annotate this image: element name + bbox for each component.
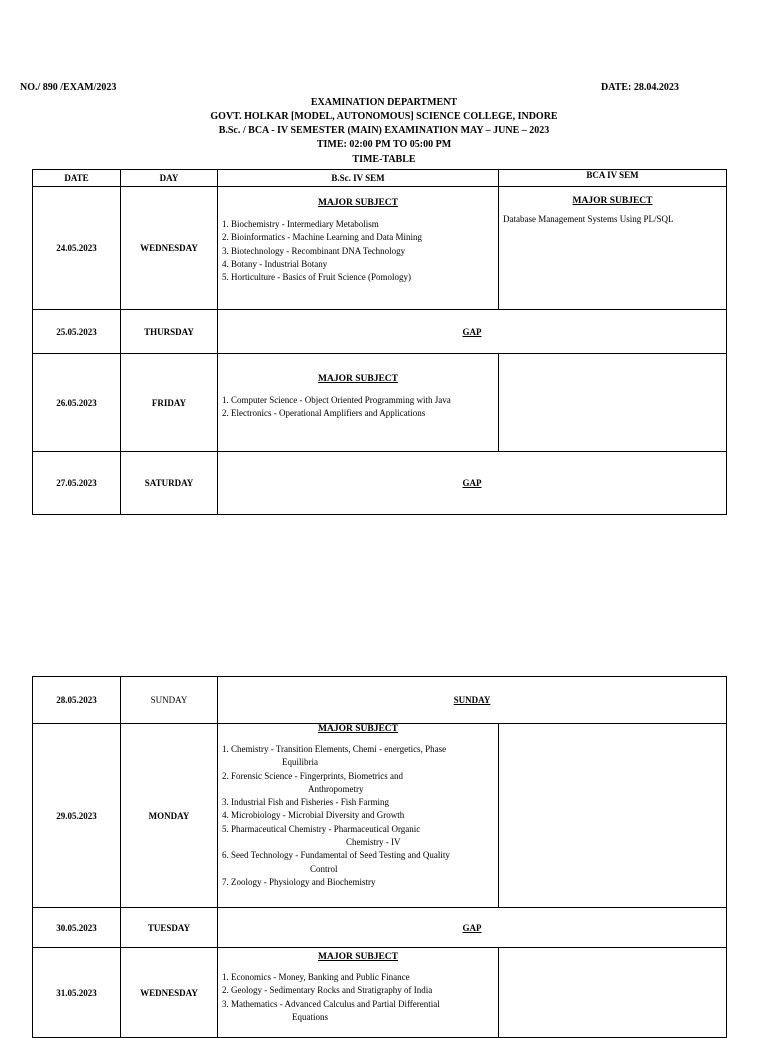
subject-item: 5. Horticulture - Basics of Fruit Science (Pomology): [222, 272, 411, 283]
subject-line: 5. Pharmaceutical Chemistry - Pharmaceutical Organic: [222, 823, 421, 834]
subject-item: 1. Biochemistry - Intermediary Metabolism: [222, 219, 379, 229]
subject-item: [222, 876, 494, 889]
exam-time: TIME: 02:00 PM TO 05:00 PM: [316, 139, 452, 150]
table-row: [33, 948, 727, 1038]
subject-line: 3. Mathematics - Advanced Calculus and Partial Differential: [222, 998, 440, 1009]
reference-number: NO./ 890 /EXAM/2023: [20, 82, 117, 93]
subject-item: 3. Biotechnology - Recombinant DNA Technology: [222, 245, 406, 256]
subject-item: [222, 796, 494, 809]
exam-title: B.Sc. / BCA - IV SEMESTER (MAIN) EXAMINATION MAY – JUNE – 2023: [218, 125, 550, 136]
college-name: GOVT. HOLKAR [MODEL, AUTONOMOUS] SCIENCE COLLEGE, INDORE: [210, 111, 558, 122]
major-subject-label: MAJOR SUBJECT: [318, 374, 398, 384]
subject-continuation: Control: [310, 863, 338, 874]
subject-continuation: Chemistry - IV: [346, 837, 401, 848]
subject-line: 3. Industrial Fish and Fisheries - Fish Farming: [222, 797, 389, 808]
row-day: WEDNESDAY: [121, 948, 218, 1038]
column-header-day: DAY: [121, 170, 218, 187]
bsc-subjects-cell: [218, 354, 499, 452]
bsc-subjects-cell: [218, 948, 499, 1038]
bca-subjects-cell: [499, 724, 727, 908]
issue-date: DATE: 28.04.2023: [601, 82, 679, 93]
bsc-subjects-cell: [218, 724, 499, 908]
subject-item: [222, 998, 494, 1025]
subject-item: [222, 984, 494, 997]
subject-line: 1. Chemistry - Transition Elements, Chemi - energetics, Phase: [222, 744, 447, 754]
row-day: SATURDAY: [121, 452, 218, 515]
subject-continuation: Anthropometry: [308, 783, 364, 794]
table-row: [33, 724, 727, 908]
row-day: WEDNESDAY: [121, 187, 218, 310]
column-header-bca: BCA IV SEM: [499, 170, 727, 187]
subject-continuation: Equations: [292, 1011, 328, 1022]
table-header-row: [33, 170, 727, 187]
subject-item: [222, 770, 494, 797]
row-date: 31.05.2023: [33, 948, 121, 1038]
bsc-subjects-cell: [218, 187, 499, 310]
subject-item: 2. Bioinformatics - Machine Learning and Data Mining: [222, 232, 422, 243]
table-row: [33, 187, 727, 310]
timetable-page-1: [32, 169, 727, 515]
department-title: EXAMINATION DEPARTMENT: [310, 97, 458, 108]
major-subject-label: MAJOR SUBJECT: [572, 196, 653, 206]
table-row: [33, 677, 727, 724]
subject-continuation: Equilibria: [282, 757, 318, 768]
row-date: 24.05.2023: [33, 187, 121, 310]
major-subject-label: MAJOR SUBJECT: [318, 724, 398, 734]
row-date: 30.05.2023: [33, 908, 121, 948]
row-date: 29.05.2023: [33, 724, 121, 908]
subject-item: 2. Electronics - Operational Amplifiers and Applications: [222, 408, 426, 419]
row-date: 25.05.2023: [33, 310, 121, 354]
row-day: FRIDAY: [121, 354, 218, 452]
row-date: 26.05.2023: [33, 354, 121, 452]
table-row: [33, 908, 727, 948]
subject-item: 4. Botany - Industrial Botany: [222, 258, 328, 269]
gap-label: GAP: [218, 452, 727, 515]
bca-subjects-cell: [499, 948, 727, 1038]
subject-line: 2. Geology - Sedimentary Rocks and Stratigraphy of India: [222, 985, 433, 996]
bca-subject: Database Management Systems Using PL/SQL: [503, 214, 674, 224]
subject-line: 2. Forensic Science - Fingerprints, Biometrics and: [222, 770, 403, 781]
table-row: [33, 310, 727, 354]
subject-item: [222, 743, 494, 770]
column-header-date: DATE: [33, 170, 121, 187]
gap-label: GAP: [218, 310, 727, 354]
timetable-page-2: [32, 676, 727, 1038]
table-row: [33, 354, 727, 452]
sunday-label: SUNDAY: [218, 677, 727, 724]
bca-subjects-cell: [499, 187, 727, 310]
row-day: THURSDAY: [121, 310, 218, 354]
subject-item: [222, 823, 494, 850]
subject-line: 4. Microbiology - Microbial Diversity and Growth: [222, 810, 405, 821]
bca-subjects-cell: [499, 354, 727, 452]
table-row: [33, 452, 727, 515]
row-date: 27.05.2023: [33, 452, 121, 515]
row-day: MONDAY: [121, 724, 218, 908]
subject-item: [222, 809, 494, 822]
row-date: 28.05.2023: [33, 677, 121, 724]
column-header-bsc: B.Sc. IV SEM: [218, 170, 499, 187]
subject-line: 1. Economics - Money, Banking and Public Finance: [222, 972, 410, 982]
major-subject-label: MAJOR SUBJECT: [318, 198, 398, 208]
gap-label: GAP: [218, 908, 727, 948]
subject-item: [222, 849, 494, 876]
row-day: SUNDAY: [121, 677, 218, 724]
major-subject-label: MAJOR SUBJECT: [318, 952, 398, 962]
subject-item: [222, 971, 494, 984]
subject-line: 6. Seed Technology - Fundamental of Seed Testing and Quality: [222, 850, 450, 861]
subject-line: 7. Zoology - Physiology and Biochemistry: [222, 876, 376, 887]
time-table-heading: TIME-TABLE: [352, 154, 416, 165]
subject-item: 1. Computer Science - Object Oriented Programming with Java: [222, 395, 451, 405]
row-day: TUESDAY: [121, 908, 218, 948]
